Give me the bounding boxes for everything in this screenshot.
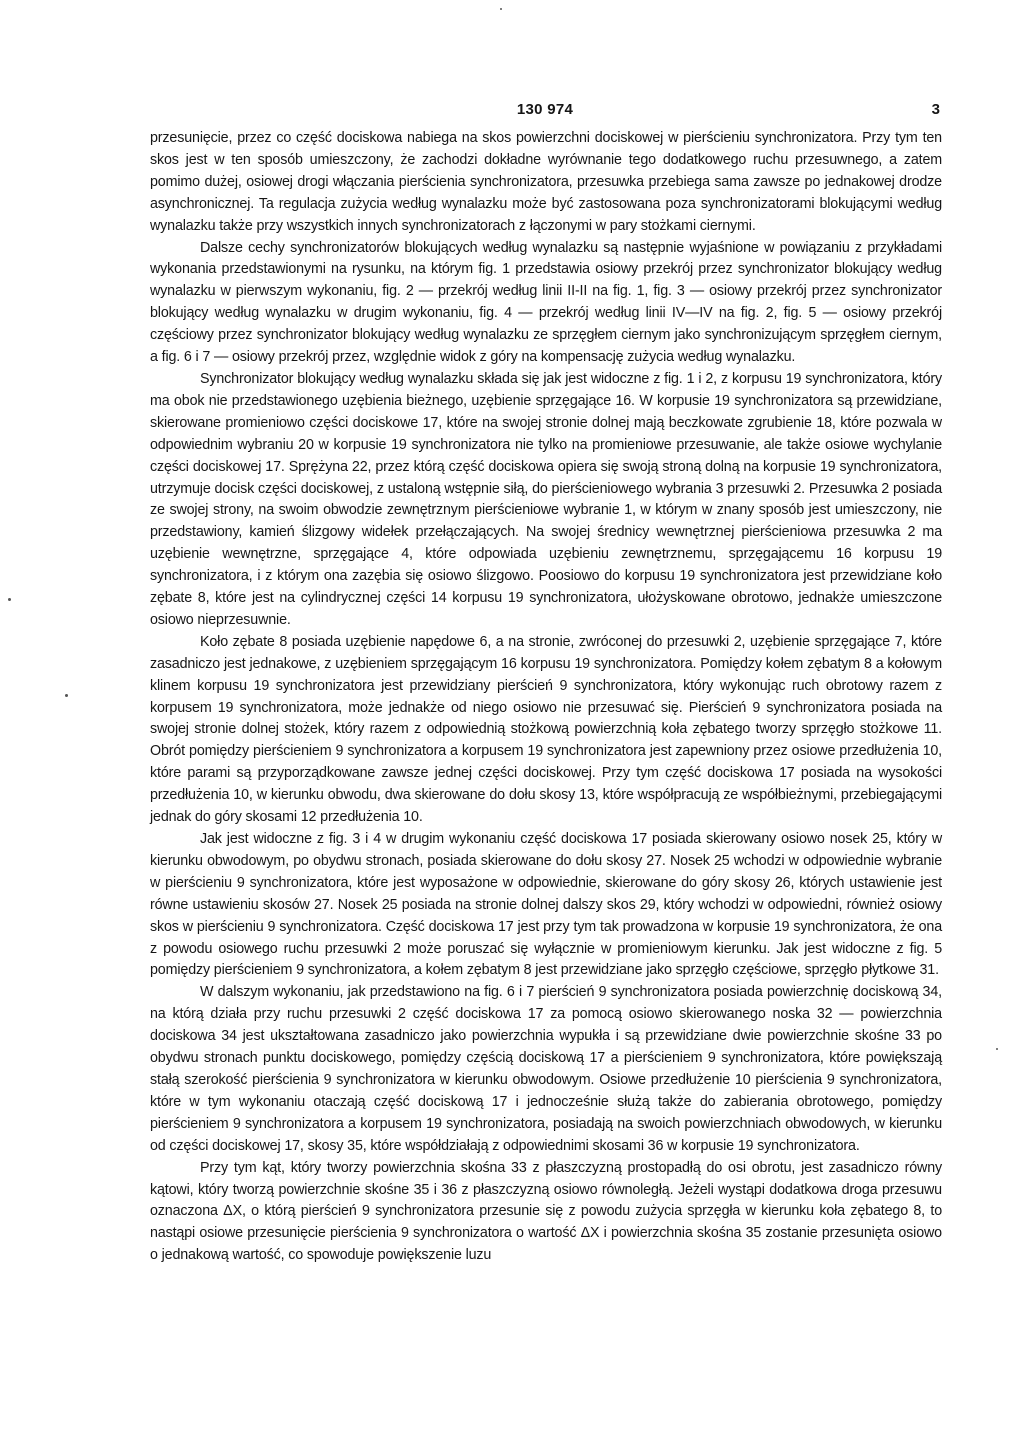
document-number: 130 974 [516,101,574,118]
scan-speck [500,8,502,10]
paragraph: Dalsze cechy synchronizatorów blokujących według wynalazku są następnie wyjaśnione w powiązaniu z przykładami wykonania przedstawionymi na rysunku, na którym fig. 1 przedstawia osiowy przekrój przez synchronizator blokujący według wynalazku w pierwszym wykonaniu, fig. 2 — przekrój według linii II-II na fig. 1, fig. 3 — osiowy przekrój przez synchronizator blokujący według wynalazku w drugim wykonaniu, fig. 4 — przekrój według linii IV—IV na fig. 2, fig. 5 — osiowy przekrój częściowy przez synchronizator blokujący według wynalazku ze sprzęgłem ciernym jako synchronizującym sprzęgłem ciernym, a fig. 6 i 7 — osiowy przekrój przez, względnie widok z góry na kompensację zużycia według wynalazku. [150,239,942,366]
page-number: 3 [931,101,940,118]
paragraph: Synchronizator blokujący według wynalazku składa się jak jest widoczne z fig. 1 i 2, z korpusu 19 synchronizatora, który ma obok nie przedstawionego uzębienia bieżnego, uzębienie sprzęgające 16. W korpusie 19 synchronizatora są przewidziane, skierowane promieniowo części dociskowe 17, które na swojej stronie dolnej mają beczkowate zgrubienie 18, które pozwala w odpowiednim wybraniu 20 w korpusie 19 synchronizatora nie tylko na promieniowe przesuwanie, ale także osiowe wychylanie części dociskowej 17. Sprężyna 22, przez którą część dociskowa opiera się swoją stroną dolną na korpusie 19 synchronizatora, utrzymuje docisk części dociskowej, z ustaloną wstępnie siłą, do pierścieniowego wybrania 3 przesuwki 2. Przesuwka 2 posiada ze swojej strony, na swoim obwodzie zewnętrznym pierścieniowe wybranie 1, w którym w znany sposób jest umieszczony, nie przedstawiony, kamień ślizgowy widełek przełączających. Na swojej średnicy wewnętrznej pierścieniowa przesuwka 2 ma uzębienie wewnętrzne, sprzęgające 4, które odpowiada uzębieniu zewnętrznemu, sprzęgającemu 16 korpusu 19 synchronizatora, i z którym ona zazębia się osiowo ślizgowo. Poosiowo do korpusu 19 synchronizatora jest przewidziane koło zębate 8, które jest na cylindrycznej części 14 korpusu 19 synchronizatora, ułożyskowane obrotowo, jednakże umieszczone osiowo nieprzesuwnie. [150,370,942,628]
paragraph: W dalszym wykonaniu, jak przedstawiono na fig. 6 i 7 pierścień 9 synchronizatora posiada powierzchnię dociskową 34, na którą działa przy ruchu przesuwki 2 część dociskowa 17 za pomocą osiowo skierowanego noska 32 — powierzchnia dociskowa 34 jest ukształtowana zasadniczo jako powierzchnia wypukła i są przewidziane dwie powierzchnie skośne 33 po obydwu stronach punktu dociskowego, pomiędzy częścią dociskową 17 a pierścieniem 9 synchronizatora, które powiększają stałą szerokość pierścienia 9 synchronizatora w kierunku obwodowym. Osiowe przedłużenie 10 pierścienia 9 synchronizatora, które w tym wykonaniu otaczają część dociskową 17 i jednocześnie służą także do zabierania obrotowego, pomiędzy pierścieniem 9 synchronizatora a korpusem 19 synchronizatora, posiadają na swoich powierzchniach obwodowych, w kierunku od części dociskowej 17, skosy 35, które współdziałają z odpowiednimi skosami 36 w korpusie 19 synchronizatora. [150,984,942,1154]
scan-speck [8,598,11,601]
paragraph: Koło zębate 8 posiada uzębienie napędowe 6, a na stronie, zwróconej do przesuwki 2, uzębienie sprzęgające 7, które zasadniczo jest jednakowe, z uzębieniem sprzęgającym 16 korpusu 19 synchronizatora. Pomiędzy kołem zębatym 8 a kołowym klinem korpusu 19 synchronizatora jest przewidziany pierścień 9 synchronizatora, który wykonując ruch obrotowy razem z korpusem 19 synchronizatora, może jednakże od niego osiowo nie przesuwać się. Pierścień 9 synchronizatora posiada na swojej stronie dolnej stożek, który razem z odpowiednią stożkową powierzchnią koła zębatego tworzy sprzęgło stożkowe 11. Obrót pomiędzy pierścieniem 9 synchronizatora a korpusem 19 synchronizatora jest zapewniony przez osiowe przedłużenia 10, które parami są przyporządkowane zawsze jednej części dociskowej. Przy tym część dociskowa 17 posiada na wysokości przedłużenia 10, w kierunku obwodu, dwa skierowane do dołu skosy 13, które współpracują ze współbieżnymi, przebiegającymi jednak do góry skosami 12 przedłużenia 10. [150,633,942,826]
scan-speck [65,694,68,697]
scan-speck [996,1048,998,1050]
page-header [150,101,940,125]
paragraph: Przy tym kąt, który tworzy powierzchnia skośna 33 z płaszczyzną prostopadłą do osi obrotu, jest zasadniczo równy kątowi, który tworzą powierzchnie skośne 35 i 36 z płaszczyzną osiowo równoległą. Jeżeli wystąpi dodatkowa droga przesuwu oznaczona ΔX, o którą pierścień 9 synchronizatora przesunie się z powodu zużycia sprzęgła w kierunku koła zębatego 8, to nastąpi osiowe przesunięcie pierścienia 9 synchronizatora o wartość ΔX i powierzchnia skośna 35 zostanie przesunięta osiowo o jednakową wartość, co spowoduje powiększenie luzu [150,1159,942,1264]
body-text [150,128,942,1267]
paragraph: Jak jest widoczne z fig. 3 i 4 w drugim wykonaniu część dociskowa 17 posiada skierowany osiowo nosek 25, który w kierunku obwodowym, po obydwu stronach, posiada skierowane do dołu skosy 27. Nosek 25 wchodzi w odpowiednie wybranie w pierścieniu 9 synchronizatora, które jest wyposażone w odpowiednie, skierowane do góry skosy 26, których ustawienie jest równe ustawieniu skosów 27. Nosek 25 posiada na stronie dolnej dalszy skos 29, który wchodzi w odpowiedni, również osiowy skos w pierścieniu 9 synchronizatora. Część dociskowa 17 jest przy tym tak prowadzona w korpusie 19 synchronizatora, że ona z powodu osiowego ruchu przesuwki 2 może poruszać się wyłącznie w promieniowym kierunku. Jak jest widoczne z fig. 5 pomiędzy pierścieniem 9 synchronizatora, a kołem zębatym 8 jest przewidziane jako sprzęgło częściowe, sprzęgło płytkowe 31. [150,831,942,979]
paragraph: przesunięcie, przez co część dociskowa nabiega na skos powierzchni dociskowej w pierścieniu synchronizatora. Przy tym ten skos jest w ten sposób umieszczony, że zachodzi dokładne wyrównanie tego dodatkowego ruchu przesuwnego, a zatem pomimo dużej, osiowej drogi włączania pierścienia synchronizatora, przesuwka przebiega sama zawsze po jednakowej drodze asynchronicznej. Ta regulacja zużycia według wynalazku może być zastosowana poza synchronizatorami blokującymi według wynalazku także przy wszystkich innych synchronizatorach z łączonymi w pary stożkami ciernymi. [150,130,942,234]
